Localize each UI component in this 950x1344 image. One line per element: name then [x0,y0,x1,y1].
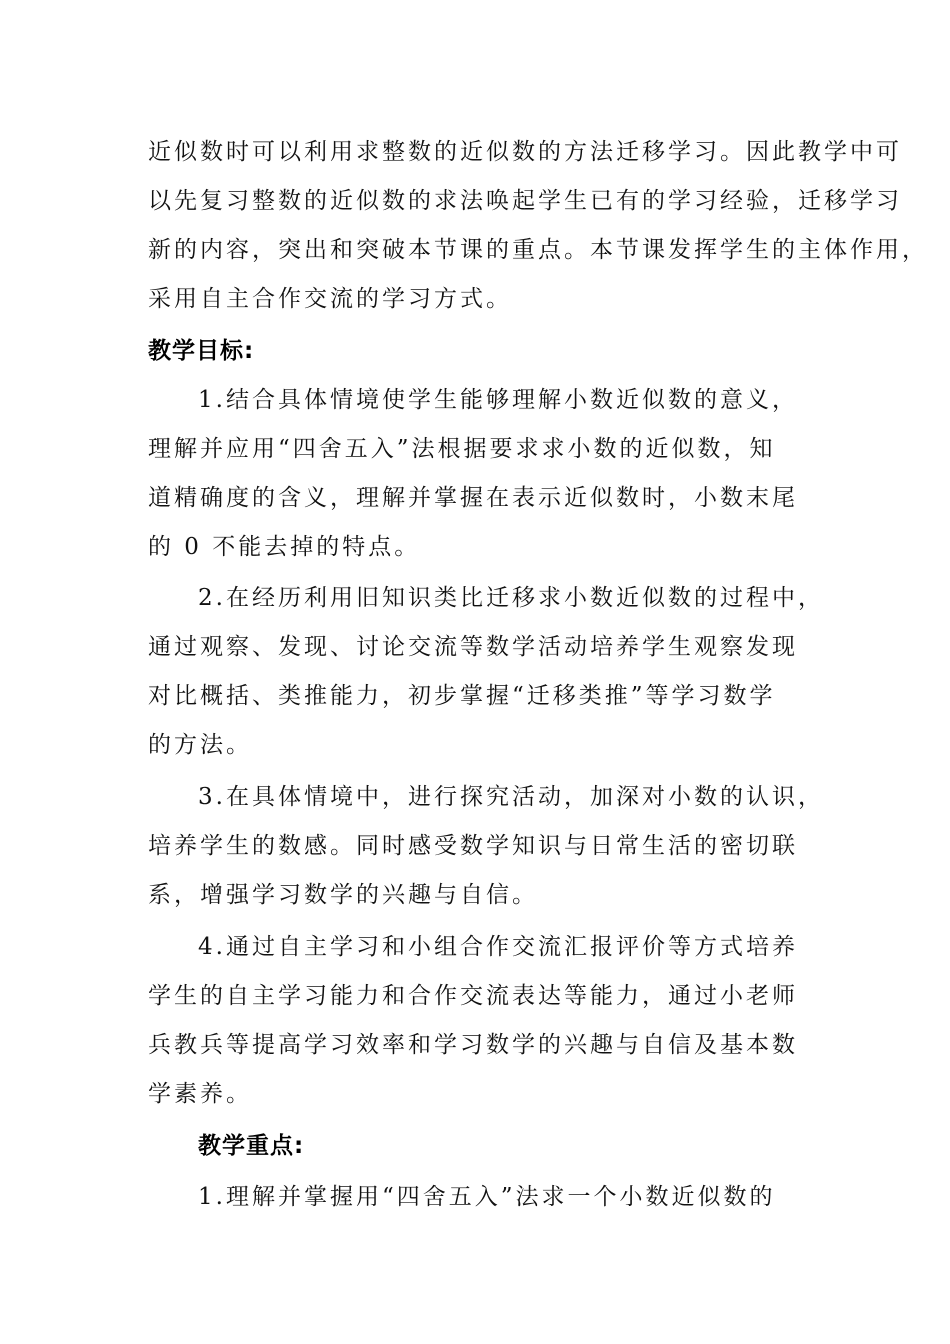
objective-line: 通过观察、发现、讨论交流等数学活动培养学生观察发现 [148,634,798,660]
objective-line: 对比概括、类推能力，初步掌握“迁移类推”等学习数学 [148,683,776,709]
intro-line: 以先复习整数的近似数的求法唤起学生已有的学习经验，迁移学习 [148,188,902,214]
objective-line: 的方法。 [148,732,252,758]
key-points-heading: 教学重点: [198,1133,305,1159]
intro-line: 近似数时可以利用求整数的近似数的方法迁移学习。因此教学中可 [148,139,902,165]
objective-line: 学生的自主学习能力和合作交流表达等能力，通过小老师 [148,983,798,1009]
objective-line: 4.通过自主学习和小组合作交流汇报评价等方式培养 [198,934,798,960]
objective-line: 学素养。 [148,1081,252,1107]
objective-line: 1.结合具体情境使学生能够理解小数近似数的意义， [198,387,798,413]
objective-line: 系，增强学习数学的兴趣与自信。 [148,882,538,908]
key-point-line: 1.理解并掌握用“四舍五入”法求一个小数近似数的 [198,1184,776,1210]
objective-line: 3.在具体情境中，进行探究活动，加深对小数的认识， [198,784,824,810]
objective-line: 2.在经历利用旧知识类比迁移求小数近似数的过程中， [198,585,824,611]
objective-line: 理解并应用“四舍五入”法根据要求求小数的近似数，知 [148,436,776,462]
objective-line: 的 0 不能去掉的特点。 [148,534,421,560]
objective-line: 道精确度的含义，理解并掌握在表示近似数时，小数末尾 [148,485,798,511]
objectives-heading: 教学目标: [148,338,255,364]
intro-line: 新的内容，突出和突破本节课的重点。本节课发挥学生的主体作用， [148,237,928,263]
objective-line: 兵教兵等提高学习效率和学习数学的兴趣与自信及基本数 [148,1032,798,1058]
intro-line: 采用自主合作交流的学习方式。 [148,286,512,312]
objective-line: 培养学生的数感。同时感受数学知识与日常生活的密切联 [148,833,798,859]
